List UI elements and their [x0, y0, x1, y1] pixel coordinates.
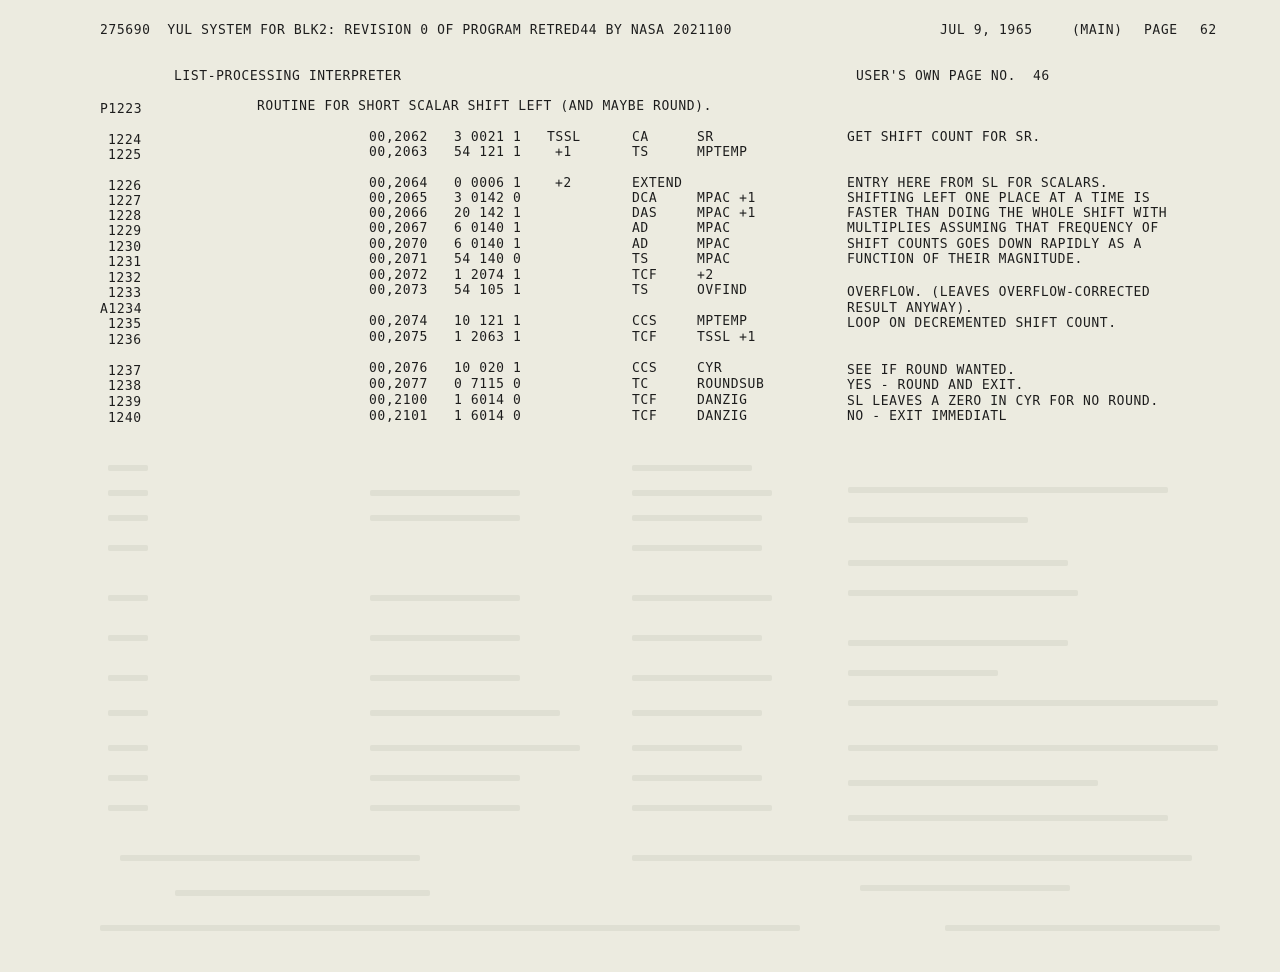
row-address: 00,2066 [369, 206, 428, 221]
row-line-number: 1239 [108, 395, 142, 410]
row-opcode: TCF [632, 330, 658, 345]
row-comment: NO - EXIT IMMEDIATL [847, 409, 1008, 424]
row-line-number: 1227 [108, 194, 142, 209]
row-opcode: EXTEND [632, 176, 683, 191]
row-comment: SL LEAVES A ZERO IN CYR FOR NO ROUND. [847, 394, 1159, 409]
row-address: 00,2067 [369, 221, 428, 236]
row-address: 00,2072 [369, 268, 428, 283]
row-operand: SR [697, 130, 714, 145]
row-line-number: 1235 [108, 317, 142, 332]
row-operand: ROUNDSUB [697, 377, 765, 392]
row-operand: MPTEMP [697, 314, 748, 329]
row-opcode: TC [632, 377, 649, 392]
row-opcode: CCS [632, 361, 658, 376]
row-comment: LOOP ON DECREMENTED SHIFT COUNT. [847, 316, 1117, 331]
row-comment: RESULT ANYWAY). [847, 301, 974, 316]
row-address: 00,2071 [369, 252, 428, 267]
row-comment: GET SHIFT COUNT FOR SR. [847, 130, 1041, 145]
row-comment: SEE IF ROUND WANTED. [847, 363, 1016, 378]
row-opcode: DCA [632, 191, 658, 206]
row-operand: OVFIND [697, 283, 748, 298]
row-comment: MULTIPLIES ASSUMING THAT FREQUENCY OF [847, 221, 1159, 236]
row-octal-code: 6 0140 1 [454, 221, 522, 236]
header-page-label: PAGE [1144, 23, 1178, 38]
bleed-through-texture [0, 455, 1280, 972]
row-octal-code: 10 121 1 [454, 314, 522, 329]
row-address: 00,2074 [369, 314, 428, 329]
row-octal-code: 0 7115 0 [454, 377, 522, 392]
row-octal-code: 1 6014 0 [454, 409, 522, 424]
section-title: ROUTINE FOR SHORT SCALAR SHIFT LEFT (AND MAYBE ROUND). [257, 99, 713, 114]
row-address: 00,2100 [369, 393, 428, 408]
header-title: 275690 YUL SYSTEM FOR BLK2: REVISION 0 OF PROGRAM RETRED44 BY NASA 2021100 [100, 23, 732, 38]
row-address: 00,2073 [369, 283, 428, 298]
row-comment: ENTRY HERE FROM SL FOR SCALARS. [847, 176, 1109, 191]
row-line-number: 1240 [108, 411, 142, 426]
row-octal-code: 0 0006 1 [454, 176, 522, 191]
row-operand: CYR [697, 361, 723, 376]
row-operand: +2 [697, 268, 714, 283]
row-line-number: 1236 [108, 333, 142, 348]
row-octal-code: 54 140 0 [454, 252, 522, 267]
row-octal-code: 54 105 1 [454, 283, 522, 298]
row-opcode: AD [632, 237, 649, 252]
row-octal-code: 20 142 1 [454, 206, 522, 221]
row-address: 00,2101 [369, 409, 428, 424]
row-line-number: 1226 [108, 179, 142, 194]
row-comment: FUNCTION OF THEIR MAGNITUDE. [847, 252, 1083, 267]
row-opcode: TS [632, 283, 649, 298]
row-octal-code: 1 2063 1 [454, 330, 522, 345]
row-operand: MPAC [697, 221, 731, 236]
row-comment: YES - ROUND AND EXIT. [847, 378, 1024, 393]
row-operand: MPTEMP [697, 145, 748, 160]
row-address: 00,2075 [369, 330, 428, 345]
row-line-number: 1224 [108, 133, 142, 148]
row-label: +1 [555, 145, 572, 160]
row-label: TSSL [547, 130, 581, 145]
row-octal-code: 1 6014 0 [454, 393, 522, 408]
row-address: 00,2062 [369, 130, 428, 145]
row-line-number: 1238 [108, 379, 142, 394]
row-line-number: 1230 [108, 240, 142, 255]
row-operand: DANZIG [697, 393, 748, 408]
row-comment: SHIFT COUNTS GOES DOWN RAPIDLY AS A [847, 237, 1142, 252]
row-operand: TSSL +1 [697, 330, 756, 345]
row-opcode: CA [632, 130, 649, 145]
row-address: 00,2064 [369, 176, 428, 191]
row-operand: DANZIG [697, 409, 748, 424]
row-opcode: TS [632, 252, 649, 267]
row-octal-code: 3 0021 1 [454, 130, 522, 145]
row-line-number: 1228 [108, 209, 142, 224]
subheader-user-page: USER'S OWN PAGE NO. 46 [856, 69, 1050, 84]
row-octal-code: 54 121 1 [454, 145, 522, 160]
row-line-number: 1237 [108, 364, 142, 379]
row-opcode: DAS [632, 206, 658, 221]
header-page-number: 62 [1200, 23, 1217, 38]
row-address: 00,2065 [369, 191, 428, 206]
header-date: JUL 9, 1965 [940, 23, 1033, 38]
row-line-number: 1232 [108, 271, 142, 286]
row-comment: FASTER THAN DOING THE WHOLE SHIFT WITH [847, 206, 1168, 221]
row-octal-code: 10 020 1 [454, 361, 522, 376]
row-opcode: AD [632, 221, 649, 236]
row-operand: MPAC [697, 237, 731, 252]
row-comment: OVERFLOW. (LEAVES OVERFLOW-CORRECTED [847, 285, 1151, 300]
row-comment: SHIFTING LEFT ONE PLACE AT A TIME IS [847, 191, 1151, 206]
row-line-number: 1229 [108, 224, 142, 239]
row-octal-code: 1 2074 1 [454, 268, 522, 283]
section-line-number: P1223 [100, 102, 143, 117]
row-octal-code: 3 0142 0 [454, 191, 522, 206]
row-operand: MPAC [697, 252, 731, 267]
subheader-section-name: LIST-PROCESSING INTERPRETER [174, 69, 402, 84]
row-operand: MPAC +1 [697, 206, 756, 221]
row-address: 00,2077 [369, 377, 428, 392]
row-octal-code: 6 0140 1 [454, 237, 522, 252]
header-main: (MAIN) [1072, 23, 1123, 38]
row-opcode: CCS [632, 314, 658, 329]
row-label: +2 [555, 176, 572, 191]
row-opcode: TCF [632, 268, 658, 283]
row-opcode: TCF [632, 393, 658, 408]
row-opcode: TS [632, 145, 649, 160]
row-line-number: 1231 [108, 255, 142, 270]
row-line-number: 1225 [108, 148, 142, 163]
row-operand: MPAC +1 [697, 191, 756, 206]
row-line-number: 1233 [108, 286, 142, 301]
row-opcode: TCF [632, 409, 658, 424]
row-line-number: A1234 [100, 302, 143, 317]
row-address: 00,2063 [369, 145, 428, 160]
row-address: 00,2076 [369, 361, 428, 376]
row-address: 00,2070 [369, 237, 428, 252]
